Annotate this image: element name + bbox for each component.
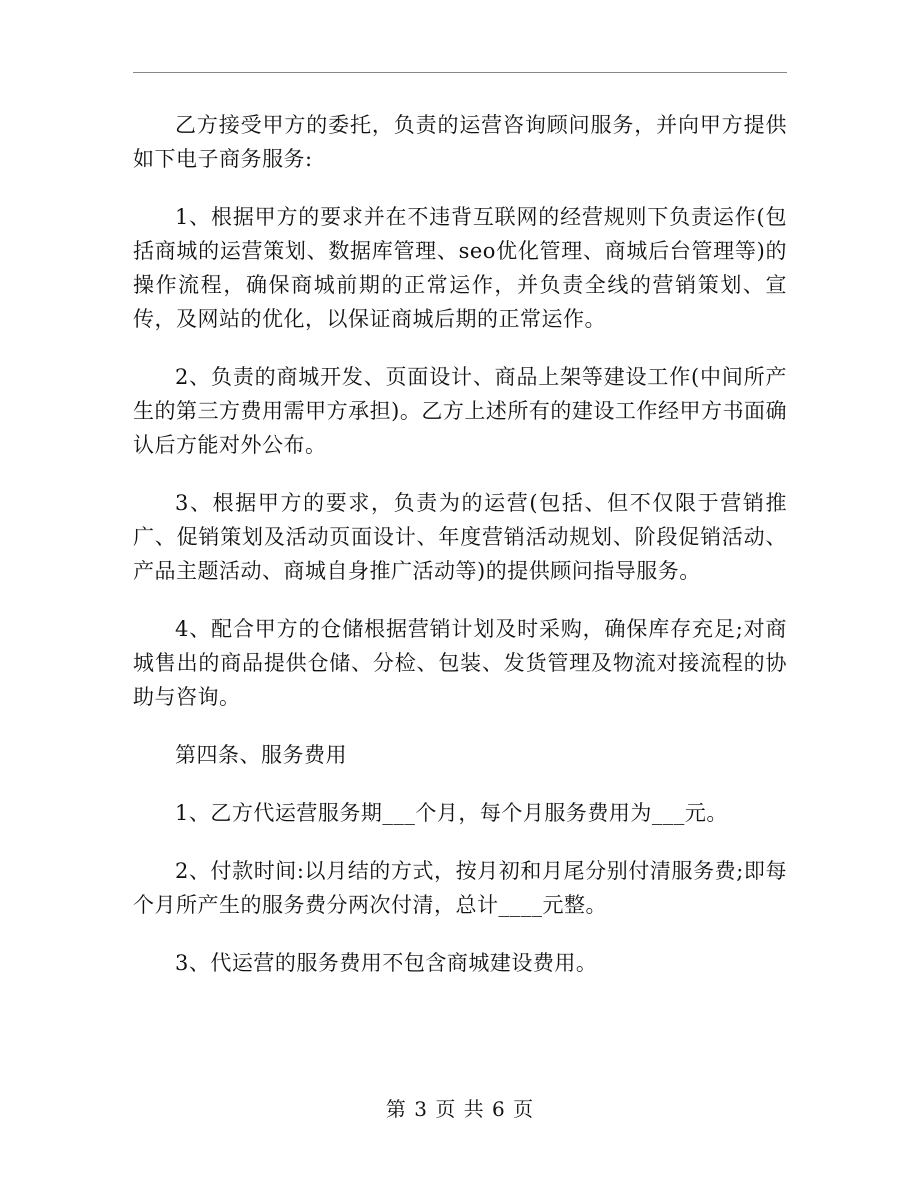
service-item-3: 3、根据甲方的要求，负责为的运营(包括、但不仅限于营销推广、促销策划及活动页面设计、年度营销活动规划、阶段促销活动、产品主题活动、商城自身推广活动等)的提供顾问指导服务。 (133, 491, 787, 583)
header-divider (133, 72, 787, 73)
page-number-footer: 第 3 页 共 6 页 (385, 1097, 535, 1121)
service-item-2: 2、负责的商城开发、页面设计、商品上架等建设工作(中间所产生的第三方费用需甲方承担)。乙方上述所有的建设工作经甲方书面确认后方能对外公布。 (133, 365, 787, 457)
intro-paragraph: 乙方接受甲方的委托，负责的运营咨询顾问服务，并向甲方提供如下电子商务服务: (133, 113, 787, 171)
fee-item-1: 1、乙方代运营服务期___个月，每个月服务费用为___元。 (175, 801, 728, 825)
fee-item-2: 2、付款时间:以月结的方式，按月初和月尾分别付清服务费;即每个月所产生的服务费分两次付清，总计____元整。 (133, 859, 787, 917)
service-item-1: 1、根据甲方的要求并在不违背互联网的经营规则下负责运作(包括商城的运营策划、数据库管理、seo优化管理、商城后台管理等)的操作流程，确保商城前期的正常运作，并负责全线的营销策划、宣传，及网站的优化，以保证商城后期的正常运作。 (133, 205, 787, 331)
fee-item-3: 3、代运营的服务费用不包含商城建设费用。 (175, 951, 598, 975)
section-heading-fees: 第四条、服务费用 (175, 743, 347, 767)
service-item-4: 4、配合甲方的仓储根据营销计划及时采购，确保库存充足;对商城售出的商品提供仓储、分检、包装、发货管理及物流对接流程的协助与咨询。 (133, 617, 787, 709)
document-body (133, 108, 787, 1004)
